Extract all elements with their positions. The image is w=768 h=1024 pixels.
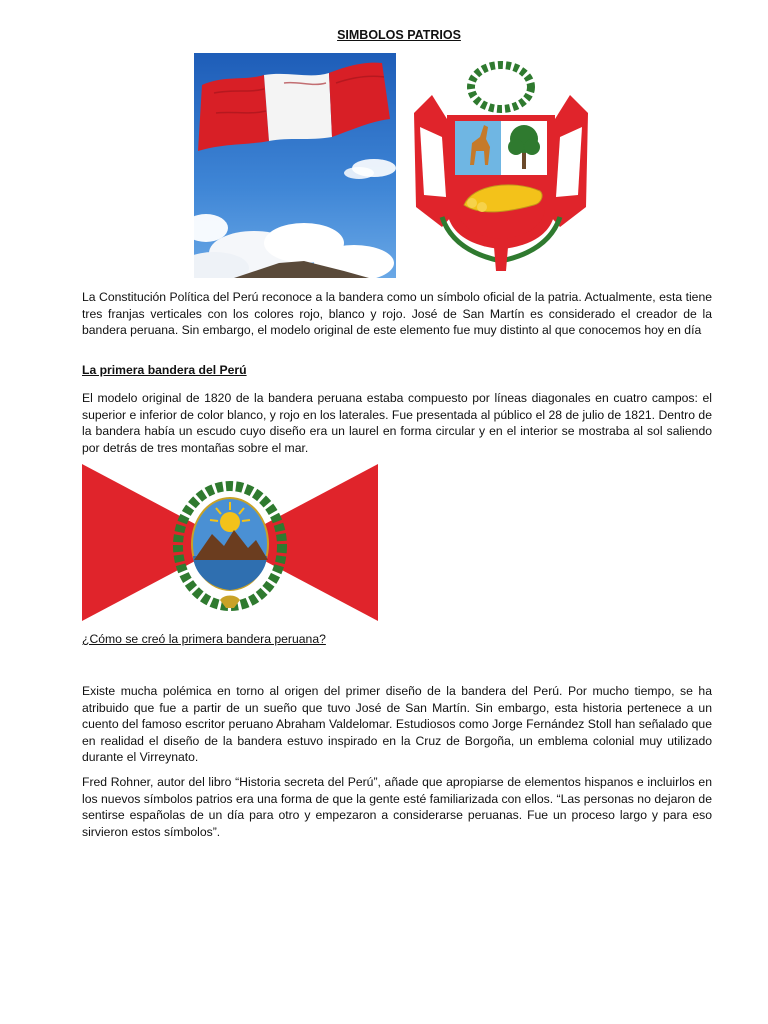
heading-first-flag: La primera bandera del Perú: [82, 363, 247, 377]
first-flag-graphic: [82, 464, 378, 621]
first-flag-paragraph: El modelo original de 1820 de la bandera peruana estaba compuesto por líneas diagonales en cuatro campos: el superior e inferior de color blanco, y rojo en los laterales. Fue presentada al público el 28 de julio de 1821. Dentro de la bandera había un escudo cuyo diseño era un laurel en forma circular y en el interior se mostraba al sol saliendo por detrás de tres montañas sobre el mar.: [82, 391, 712, 455]
coat-of-arms-graphic: [402, 57, 600, 275]
origin-paragraph: Existe mucha polémica en torno al origen del primer diseño de la bandera del Perú. Por mucho tiempo, se ha atribuido que fue a partir de un sueño que tuvo José de San Martín. Sin embargo, esta historia pertenece a un cuento del famoso escritor peruano Abraham Valdelomar. Estudiosos como Jorge Fernández Stoll han señalado que en realidad el diseño de la bandera estuvo inspirado en la Cruz de Borgoña, un emblema colonial muy utilizado durante el Virreynato.: [82, 684, 712, 765]
rohner-paragraph: Fred Rohner, autor del libro “Historia secreta del Perú”, añade que apropiarse de elementos hispanos e incluirlos en los nuevos símbolos patrios era una forma de que la gente esté familiarizada con ellos. “Las personas no dejaron de sentirse españolas de un día para otro y empezaron a considerarse peruanas. Fue un proceso largo y para eso sirvieron estos símbolos”.: [82, 775, 712, 839]
page-title: SIMBOLOS PATRIOS: [337, 28, 461, 42]
first-flag-image: [82, 464, 378, 621]
coat-of-arms: [402, 57, 600, 275]
flag-photo: [194, 53, 396, 278]
heading-how-created: ¿Cómo se creó la primera bandera peruana?: [82, 632, 326, 646]
intro-paragraph: La Constitución Política del Perú reconoce a la bandera como un símbolo oficial de la patria. Actualmente, esta tiene tres franjas verticales con los colores rojo, blanco y rojo. José de San Martín es considerado el creador de la bandera peruana. Sin embargo, el modelo original de este elemento fue muy distinto al que conocemos hoy en día: [82, 290, 712, 338]
flag-photo-graphic: [194, 53, 396, 278]
